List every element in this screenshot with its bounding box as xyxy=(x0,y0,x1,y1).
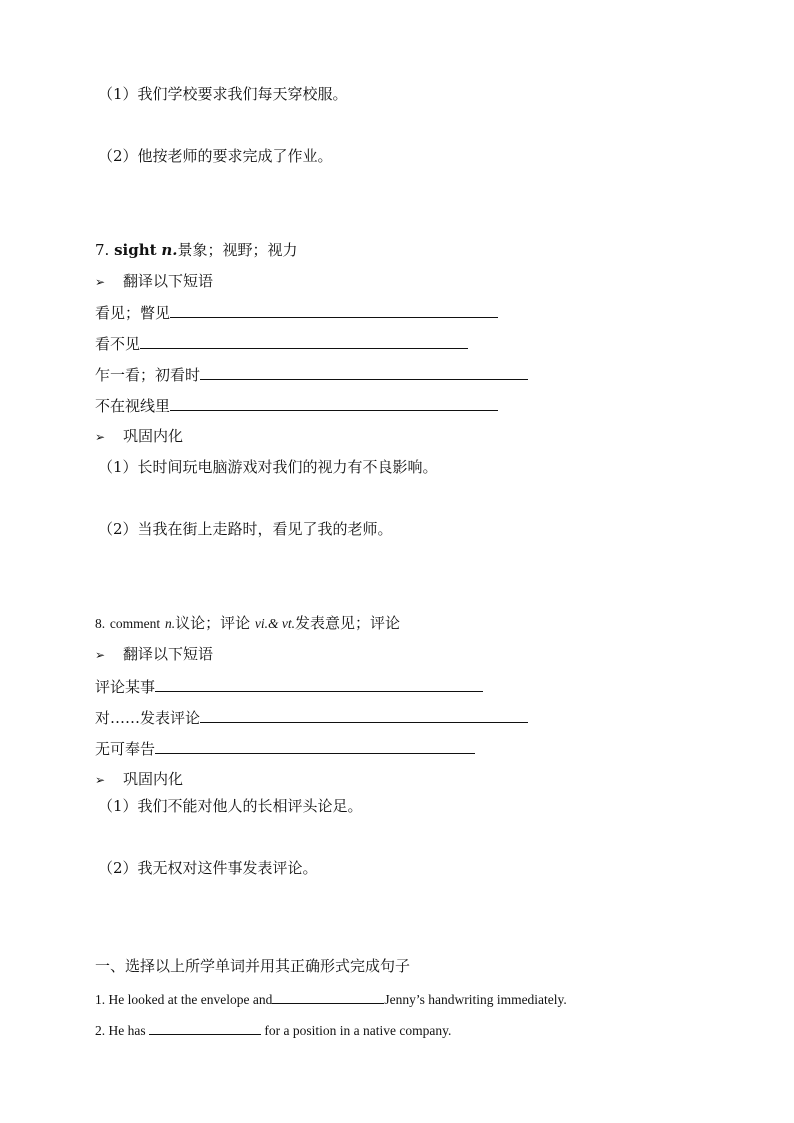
example-sentence: （1）我们学校要求我们每天穿校服。 xyxy=(98,85,348,103)
phrase-row xyxy=(95,676,483,697)
translate-heading xyxy=(95,644,213,665)
vocab-heading-comment xyxy=(95,613,400,634)
example-sentence: （2）他按老师的要求完成了作业。 xyxy=(98,147,333,165)
exercise-heading: 一、选择以上所学单词并用其正确形式完成句子 xyxy=(95,957,411,975)
question-text: 1. He looked at the envelope and xyxy=(95,992,273,1007)
item-number: 8. xyxy=(95,616,106,631)
phrase-row xyxy=(95,333,468,354)
question-text: for a position in a native company. xyxy=(261,1023,452,1038)
answer-blank[interactable] xyxy=(200,364,528,380)
phrase-row xyxy=(95,738,475,759)
answer-blank[interactable] xyxy=(155,738,475,754)
phrase-label: 不在视线里 xyxy=(95,397,171,415)
phrase-row xyxy=(95,302,498,323)
arrow-bullet-icon: ➢ xyxy=(95,648,106,662)
question-text: 2. He has xyxy=(95,1023,149,1038)
answer-blank[interactable] xyxy=(170,302,498,318)
example-sentence: （2）当我在街上走路时，看见了我的老师。 xyxy=(98,520,393,538)
item-number: 7. xyxy=(95,241,110,259)
phrase-label: 对……发表评论 xyxy=(95,709,201,727)
arrow-bullet-icon: ➢ xyxy=(95,430,106,444)
arrow-bullet-icon: ➢ xyxy=(95,773,106,787)
phrase-row xyxy=(95,395,498,416)
translate-heading-text: 翻译以下短语 xyxy=(123,645,214,663)
phrase-label: 无可奉告 xyxy=(95,740,156,758)
answer-blank[interactable] xyxy=(200,707,528,723)
vocab-word: sight xyxy=(114,241,157,259)
vocab-meaning: 景象；视野；视力 xyxy=(177,241,298,259)
phrase-label: 乍一看；初看时 xyxy=(95,366,201,384)
translate-heading-text: 翻译以下短语 xyxy=(123,272,214,290)
translate-heading xyxy=(95,271,213,292)
example-sentence: （2）我无权对这件事发表评论。 xyxy=(98,859,318,877)
answer-blank[interactable] xyxy=(149,1019,261,1035)
phrase-row xyxy=(95,707,528,728)
vocab-heading-sight xyxy=(95,240,298,260)
answer-blank[interactable] xyxy=(170,395,498,411)
consolidate-heading-text: 巩固内化 xyxy=(123,427,184,445)
phrase-row xyxy=(95,364,528,385)
question-text: Jenny’s handwriting immediately. xyxy=(384,992,567,1007)
phrase-label: 看见；瞥见 xyxy=(95,304,171,322)
vocab-word: comment xyxy=(109,616,161,631)
part-of-speech: n. xyxy=(161,241,178,259)
part-of-speech: n. xyxy=(164,616,176,631)
exercise-question-1 xyxy=(95,988,567,1010)
consolidate-heading xyxy=(95,769,183,790)
arrow-bullet-icon: ➢ xyxy=(95,275,106,289)
part-of-speech-verb: vi.& vt. xyxy=(254,616,295,631)
answer-blank[interactable] xyxy=(272,988,384,1004)
example-sentence: （1）长时间玩电脑游戏对我们的视力有不良影响。 xyxy=(98,458,438,476)
consolidate-heading xyxy=(95,426,183,447)
answer-blank[interactable] xyxy=(155,676,483,692)
exercise-question-2 xyxy=(95,1019,451,1041)
example-sentence: （1）我们不能对他人的长相评头论足。 xyxy=(98,797,363,815)
vocab-meaning-verb: 发表意见；评论 xyxy=(294,614,400,632)
phrase-label: 看不见 xyxy=(95,335,141,353)
vocab-meaning: 议论；评论 xyxy=(175,614,251,632)
phrase-label: 评论某事 xyxy=(95,678,156,696)
consolidate-heading-text: 巩固内化 xyxy=(123,770,184,788)
answer-blank[interactable] xyxy=(140,333,468,349)
